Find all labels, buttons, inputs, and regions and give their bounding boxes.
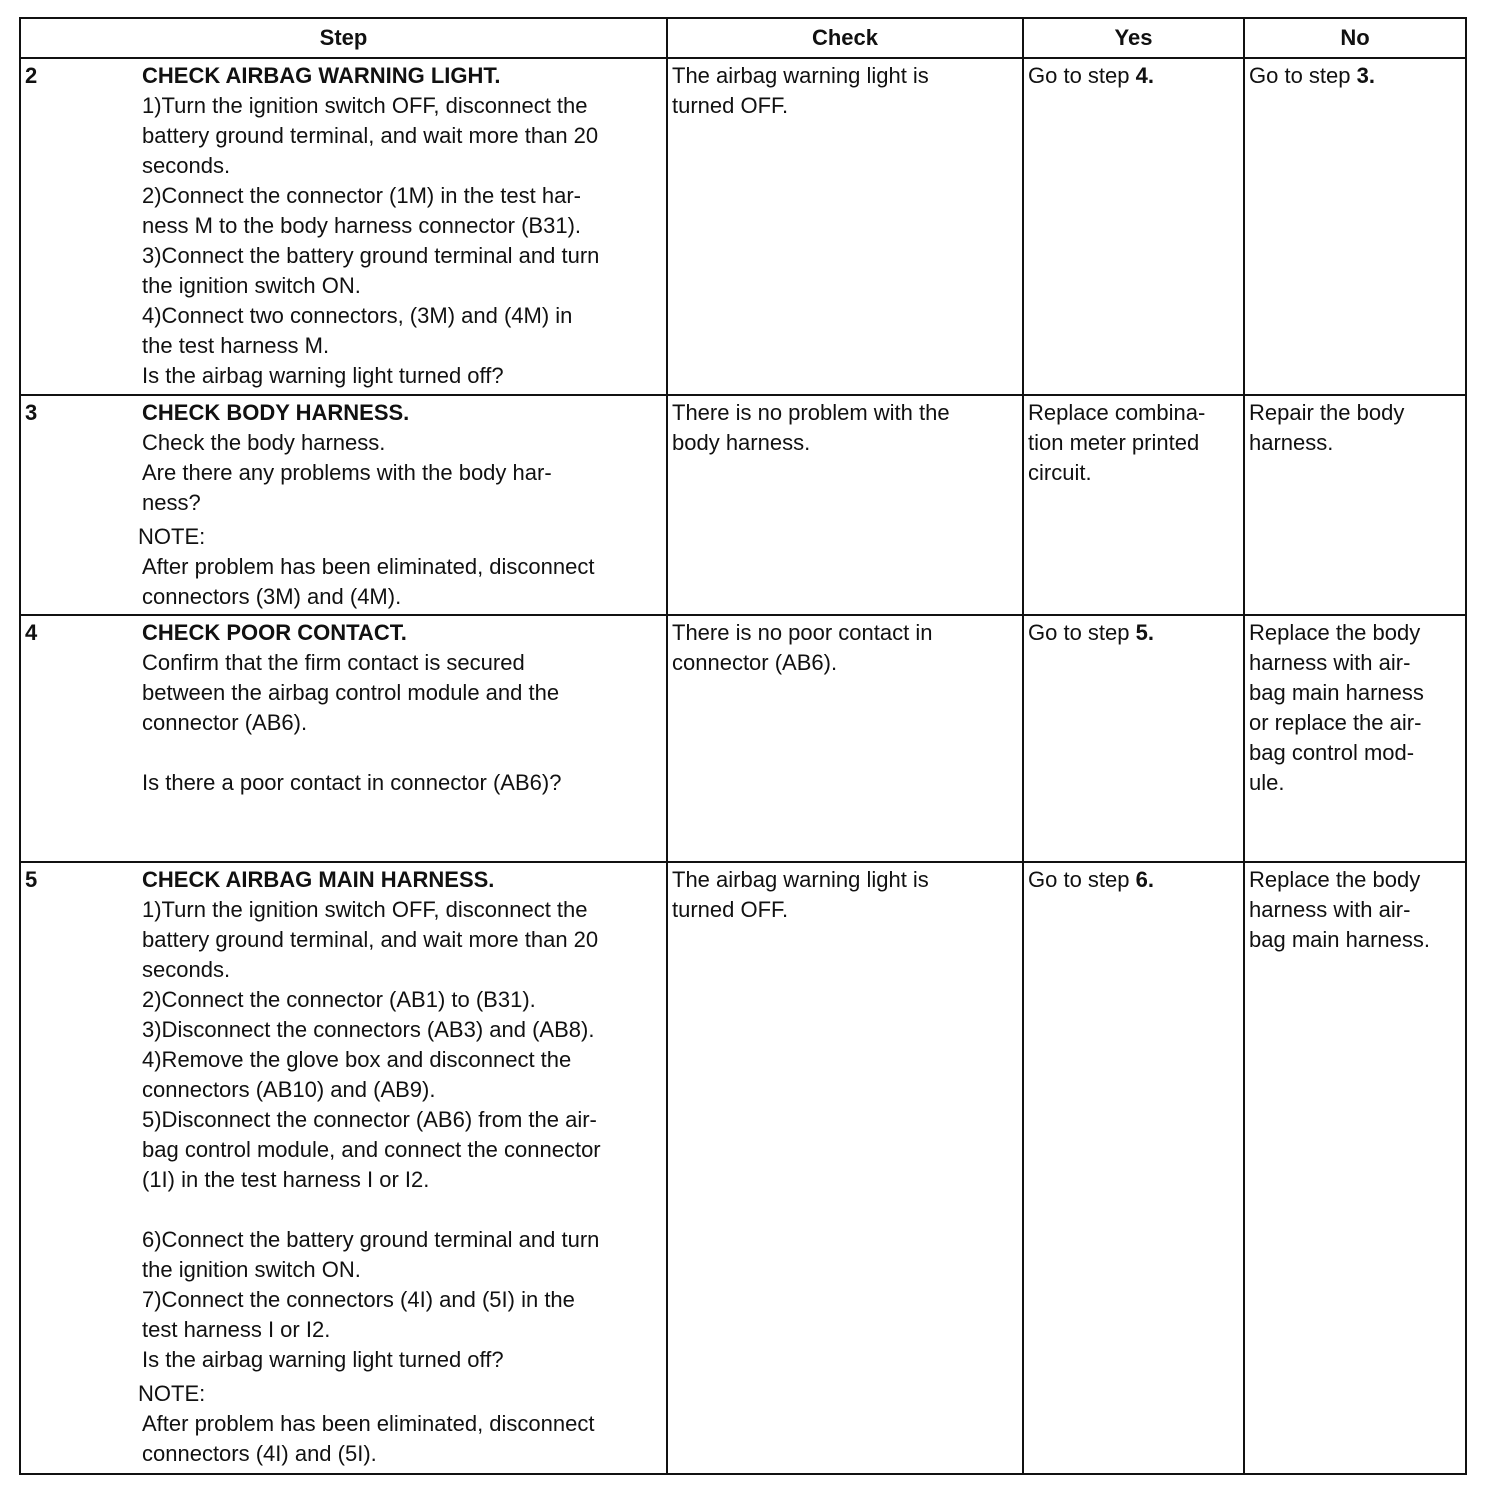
step-number: 2 bbox=[20, 58, 142, 395]
yes-line: circuit. bbox=[1028, 460, 1092, 485]
step-instructions bbox=[138, 395, 667, 615]
yes-text: Go to step bbox=[1028, 63, 1136, 88]
check-line: There is no poor contact in bbox=[672, 620, 933, 645]
no-cell bbox=[1244, 395, 1466, 615]
no-text: Go to step bbox=[1249, 63, 1357, 88]
step-line: 5)Disconnect the connector (AB6) from the air- bbox=[142, 1107, 597, 1132]
yes-cell bbox=[1023, 862, 1244, 1474]
spacer bbox=[142, 738, 662, 768]
step-line: 2)Connect the connector (1M) in the test har- bbox=[142, 183, 581, 208]
header-check: Check bbox=[667, 18, 1023, 58]
check-line: connector (AB6). bbox=[672, 650, 838, 675]
step-line: bag control module, and connect the connector bbox=[142, 1137, 601, 1162]
step-title: CHECK AIRBAG WARNING LIGHT. bbox=[142, 63, 501, 88]
table-row bbox=[20, 395, 1466, 615]
step-line: 2)Connect the connector (AB1) to (B31). bbox=[142, 987, 536, 1012]
yes-text: Go to step bbox=[1028, 867, 1136, 892]
spacer bbox=[142, 1195, 662, 1225]
check-cell bbox=[667, 615, 1023, 862]
step-line: between the airbag control module and the bbox=[142, 680, 560, 705]
step-number: 3 bbox=[20, 395, 142, 615]
step-line: battery ground terminal, and wait more than 20 bbox=[142, 123, 599, 148]
step-line: seconds. bbox=[142, 153, 231, 178]
header-row bbox=[20, 18, 1466, 58]
note-label: NOTE: bbox=[138, 1381, 206, 1406]
yes-cell bbox=[1023, 615, 1244, 862]
no-line: bag main harness bbox=[1249, 680, 1424, 705]
step-line: 4)Remove the glove box and disconnect the bbox=[142, 1047, 572, 1072]
step-line: 1)Turn the ignition switch OFF, disconnect the bbox=[142, 897, 588, 922]
check-line: The airbag warning light is bbox=[672, 63, 929, 88]
note-label: NOTE: bbox=[138, 524, 206, 549]
table-row bbox=[20, 615, 1466, 862]
step-title: CHECK POOR CONTACT. bbox=[142, 620, 407, 645]
note-line: After problem has been eliminated, disconnect bbox=[142, 554, 595, 579]
step-line: the ignition switch ON. bbox=[142, 1257, 361, 1282]
no-cell bbox=[1244, 615, 1466, 862]
diagnostic-table bbox=[19, 17, 1467, 1475]
no-line: harness with air- bbox=[1249, 650, 1411, 675]
step-line: Are there any problems with the body har- bbox=[142, 460, 552, 485]
yes-step-ref: 6. bbox=[1135, 867, 1154, 892]
no-line: harness with air- bbox=[1249, 897, 1411, 922]
no-line: Replace the body bbox=[1249, 867, 1421, 892]
step-line: Confirm that the firm contact is secured bbox=[142, 650, 525, 675]
step-instructions bbox=[138, 862, 667, 1474]
step-title: CHECK AIRBAG MAIN HARNESS. bbox=[142, 867, 495, 892]
no-cell bbox=[1244, 862, 1466, 1474]
check-cell bbox=[667, 862, 1023, 1474]
header-yes: Yes bbox=[1023, 18, 1244, 58]
yes-text: Go to step bbox=[1028, 620, 1136, 645]
yes-cell bbox=[1023, 395, 1244, 615]
note-line: After problem has been eliminated, disconnect bbox=[142, 1411, 595, 1436]
step-line: connectors (AB10) and (AB9). bbox=[142, 1077, 436, 1102]
step-line: Is the airbag warning light turned off? bbox=[142, 363, 504, 388]
step-line: 4)Connect two connectors, (3M) and (4M) in bbox=[142, 303, 573, 328]
step-line: seconds. bbox=[142, 957, 231, 982]
no-line: ule. bbox=[1249, 770, 1285, 795]
check-line: turned OFF. bbox=[672, 93, 789, 118]
step-line: the test harness M. bbox=[142, 333, 330, 358]
step-line: Is the airbag warning light turned off? bbox=[142, 1347, 504, 1372]
check-cell bbox=[667, 395, 1023, 615]
note-line: connectors (4I) and (5I). bbox=[142, 1441, 377, 1466]
step-line: ness M to the body harness connector (B31). bbox=[142, 213, 582, 238]
step-line: connector (AB6). bbox=[142, 710, 308, 735]
header-step: Step bbox=[20, 18, 667, 58]
step-line: 1)Turn the ignition switch OFF, disconnect the bbox=[142, 93, 588, 118]
yes-step-ref: 4. bbox=[1135, 63, 1154, 88]
check-cell bbox=[667, 58, 1023, 395]
step-line: the ignition switch ON. bbox=[142, 273, 361, 298]
step-instructions bbox=[142, 58, 667, 395]
step-number: 4 bbox=[20, 615, 142, 862]
step-line: 3)Disconnect the connectors (AB3) and (AB8). bbox=[142, 1017, 595, 1042]
note-line: connectors (3M) and (4M). bbox=[142, 584, 402, 609]
step-line: 6)Connect the battery ground terminal and turn bbox=[142, 1227, 600, 1252]
step-line: battery ground terminal, and wait more than 20 bbox=[142, 927, 599, 952]
no-line: harness. bbox=[1249, 430, 1334, 455]
no-line: bag main harness. bbox=[1249, 927, 1430, 952]
check-line: body harness. bbox=[672, 430, 811, 455]
table-row bbox=[20, 58, 1466, 395]
no-line: Repair the body bbox=[1249, 400, 1405, 425]
yes-cell bbox=[1023, 58, 1244, 395]
no-step-ref: 3. bbox=[1356, 63, 1375, 88]
table-row bbox=[20, 862, 1466, 1474]
step-line: test harness I or I2. bbox=[142, 1317, 331, 1342]
no-line: or replace the air- bbox=[1249, 710, 1422, 735]
check-line: There is no problem with the bbox=[672, 400, 950, 425]
check-line: turned OFF. bbox=[672, 897, 789, 922]
step-line: Check the body harness. bbox=[142, 430, 386, 455]
step-line: 7)Connect the connectors (4I) and (5I) in the bbox=[142, 1287, 575, 1312]
step-line: 3)Connect the battery ground terminal and turn bbox=[142, 243, 600, 268]
step-instructions bbox=[142, 615, 667, 862]
step-line: ness? bbox=[142, 490, 201, 515]
yes-line: Replace combina- bbox=[1028, 400, 1206, 425]
no-line: Replace the body bbox=[1249, 620, 1421, 645]
no-cell bbox=[1244, 58, 1466, 395]
step-title: CHECK BODY HARNESS. bbox=[142, 400, 410, 425]
header-no: No bbox=[1244, 18, 1466, 58]
check-line: The airbag warning light is bbox=[672, 867, 929, 892]
step-line: Is there a poor contact in connector (AB6)? bbox=[142, 770, 562, 795]
no-line: bag control mod- bbox=[1249, 740, 1415, 765]
yes-line: tion meter printed bbox=[1028, 430, 1200, 455]
step-number: 5 bbox=[20, 862, 142, 1474]
step-line: (1I) in the test harness I or I2. bbox=[142, 1167, 430, 1192]
yes-step-ref: 5. bbox=[1135, 620, 1154, 645]
